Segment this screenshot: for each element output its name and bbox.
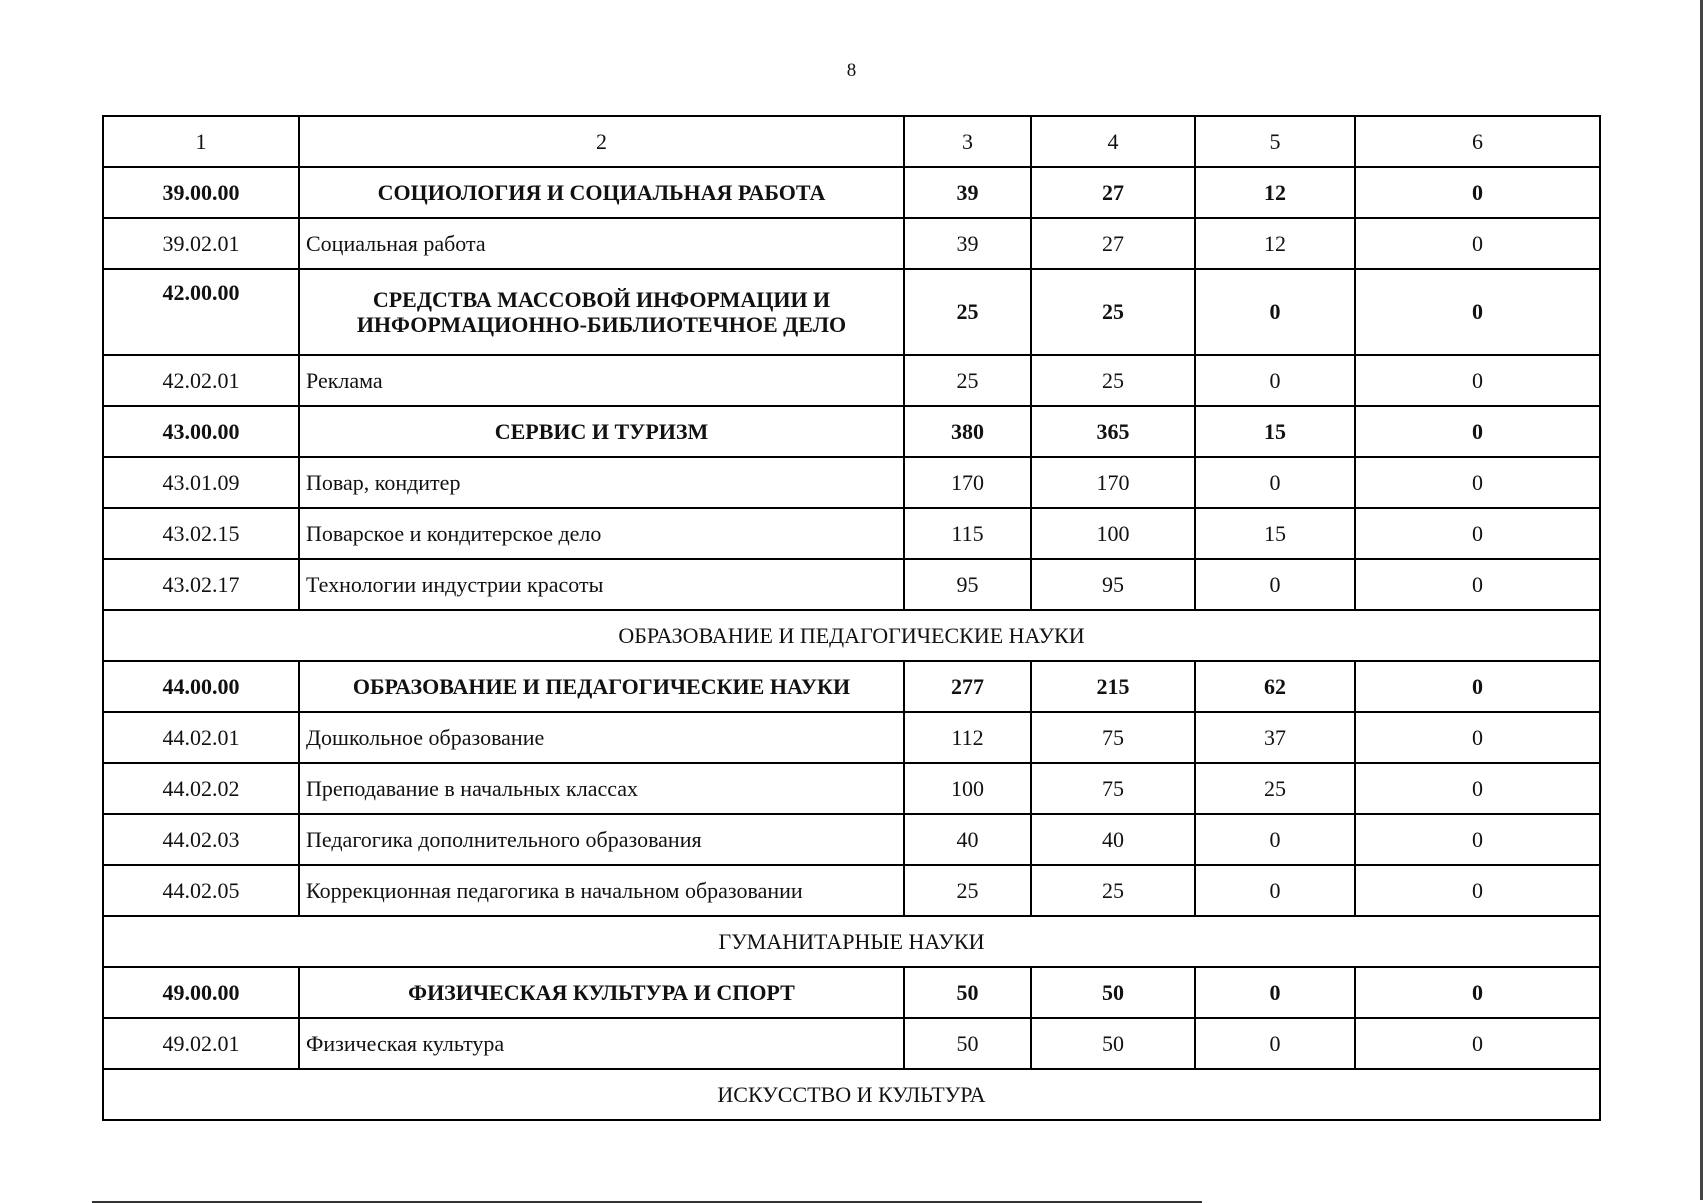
name-cell: Педагогика дополнительного образования — [299, 814, 904, 865]
name-cell: Реклама — [299, 355, 904, 406]
col3-cell: 50 — [904, 1018, 1031, 1069]
table-row — [103, 559, 1600, 610]
col3-cell: 95 — [904, 559, 1031, 610]
col4-cell: 95 — [1031, 559, 1195, 610]
group-row — [103, 967, 1600, 1018]
group-row — [103, 406, 1600, 457]
table-row — [103, 865, 1600, 916]
col6-cell: 0 — [1355, 508, 1600, 559]
code-cell: 49.02.01 — [103, 1018, 299, 1069]
col5-cell: 12 — [1195, 218, 1355, 269]
name-cell: ФИЗИЧЕСКАЯ КУЛЬТУРА И СПОРТ — [299, 967, 904, 1018]
col5-cell: 0 — [1195, 355, 1355, 406]
col4-cell: 25 — [1031, 865, 1195, 916]
col5-cell: 15 — [1195, 508, 1355, 559]
code-cell: 44.00.00 — [103, 661, 299, 712]
col5-cell: 12 — [1195, 167, 1355, 218]
col3-cell: 277 — [904, 661, 1031, 712]
column-number-row — [103, 116, 1600, 167]
col6-cell: 0 — [1355, 967, 1600, 1018]
col5-cell: 0 — [1195, 865, 1355, 916]
col6-cell: 0 — [1355, 814, 1600, 865]
code-cell: 44.02.01 — [103, 712, 299, 763]
name-cell: Поварское и кондитерское дело — [299, 508, 904, 559]
table-row — [103, 814, 1600, 865]
column-number-6: 6 — [1355, 116, 1600, 167]
col6-cell: 0 — [1355, 661, 1600, 712]
col5-cell: 0 — [1195, 457, 1355, 508]
col4-cell: 25 — [1031, 355, 1195, 406]
col6-cell: 0 — [1355, 712, 1600, 763]
col4-cell: 50 — [1031, 1018, 1195, 1069]
section-heading: ГУМАНИТАРНЫЕ НАУКИ — [103, 916, 1600, 967]
col3-cell: 40 — [904, 814, 1031, 865]
section-heading-row — [103, 610, 1600, 661]
col3-cell: 115 — [904, 508, 1031, 559]
col3-cell: 25 — [904, 865, 1031, 916]
column-number-4: 4 — [1031, 116, 1195, 167]
col4-cell: 170 — [1031, 457, 1195, 508]
group-row — [103, 167, 1600, 218]
col5-cell: 15 — [1195, 406, 1355, 457]
col6-cell: 0 — [1355, 269, 1600, 355]
name-cell: Физическая культура — [299, 1018, 904, 1069]
col6-cell: 0 — [1355, 218, 1600, 269]
col4-cell: 27 — [1031, 218, 1195, 269]
name-cell: ОБРАЗОВАНИЕ И ПЕДАГОГИЧЕСКИЕ НАУКИ — [299, 661, 904, 712]
name-cell: Дошкольное образование — [299, 712, 904, 763]
table-body — [103, 116, 1600, 1120]
code-cell: 39.02.01 — [103, 218, 299, 269]
code-cell: 42.02.01 — [103, 355, 299, 406]
name-cell: Коррекционная педагогика в начальном образовании — [299, 865, 904, 916]
col3-cell: 39 — [904, 167, 1031, 218]
col4-cell: 75 — [1031, 763, 1195, 814]
col6-cell: 0 — [1355, 406, 1600, 457]
group-row — [103, 661, 1600, 712]
name-cell: Повар, кондитер — [299, 457, 904, 508]
col6-cell: 0 — [1355, 167, 1600, 218]
col5-cell: 37 — [1195, 712, 1355, 763]
col4-cell: 215 — [1031, 661, 1195, 712]
col3-cell: 39 — [904, 218, 1031, 269]
section-heading: ОБРАЗОВАНИЕ И ПЕДАГОГИЧЕСКИЕ НАУКИ — [103, 610, 1600, 661]
table-row — [103, 508, 1600, 559]
name-cell: СОЦИОЛОГИЯ И СОЦИАЛЬНАЯ РАБОТА — [299, 167, 904, 218]
name-cell: Технологии индустрии красоты — [299, 559, 904, 610]
col6-cell: 0 — [1355, 559, 1600, 610]
col5-cell: 0 — [1195, 1018, 1355, 1069]
col5-cell: 25 — [1195, 763, 1355, 814]
name-cell: Социальная работа — [299, 218, 904, 269]
table-row — [103, 712, 1600, 763]
code-cell: 44.02.05 — [103, 865, 299, 916]
col5-cell: 0 — [1195, 814, 1355, 865]
page-number: 8 — [846, 60, 857, 81]
col4-cell: 100 — [1031, 508, 1195, 559]
col4-cell: 27 — [1031, 167, 1195, 218]
col6-cell: 0 — [1355, 457, 1600, 508]
col5-cell: 0 — [1195, 559, 1355, 610]
table-row — [103, 457, 1600, 508]
table-row — [103, 763, 1600, 814]
col6-cell: 0 — [1355, 865, 1600, 916]
name-cell: СРЕДСТВА МАССОВОЙ ИНФОРМАЦИИ И ИНФОРМАЦИОННО-БИБЛИОТЕЧНОЕ ДЕЛО — [299, 269, 904, 355]
col3-cell: 170 — [904, 457, 1031, 508]
code-cell: 43.02.15 — [103, 508, 299, 559]
col6-cell: 0 — [1355, 1018, 1600, 1069]
section-heading: ИСКУССТВО И КУЛЬТУРА — [103, 1069, 1600, 1120]
code-cell: 39.00.00 — [103, 167, 299, 218]
code-cell: 43.00.00 — [103, 406, 299, 457]
col4-cell: 40 — [1031, 814, 1195, 865]
name-cell: Преподавание в начальных классах — [299, 763, 904, 814]
section-heading-row — [103, 1069, 1600, 1120]
table-row — [103, 355, 1600, 406]
section-heading-row — [103, 916, 1600, 967]
col3-cell: 112 — [904, 712, 1031, 763]
col3-cell: 100 — [904, 763, 1031, 814]
column-number-3: 3 — [904, 116, 1031, 167]
col3-cell: 380 — [904, 406, 1031, 457]
col6-cell: 0 — [1355, 763, 1600, 814]
col4-cell: 75 — [1031, 712, 1195, 763]
col5-cell: 0 — [1195, 269, 1355, 355]
name-cell: СЕРВИС И ТУРИЗМ — [299, 406, 904, 457]
code-cell: 43.02.17 — [103, 559, 299, 610]
code-cell: 44.02.03 — [103, 814, 299, 865]
column-number-5: 5 — [1195, 116, 1355, 167]
col4-cell: 25 — [1031, 269, 1195, 355]
col5-cell: 62 — [1195, 661, 1355, 712]
col3-cell: 25 — [904, 269, 1031, 355]
code-cell: 43.01.09 — [103, 457, 299, 508]
col3-cell: 25 — [904, 355, 1031, 406]
code-cell: 49.00.00 — [103, 967, 299, 1018]
specialties-table — [102, 115, 1601, 1121]
col3-cell: 50 — [904, 967, 1031, 1018]
column-number-2: 2 — [299, 116, 904, 167]
col4-cell: 365 — [1031, 406, 1195, 457]
code-cell: 44.02.02 — [103, 763, 299, 814]
table-row — [103, 1018, 1600, 1069]
group-row — [103, 269, 1600, 355]
col5-cell: 0 — [1195, 967, 1355, 1018]
table-row — [103, 218, 1600, 269]
code-cell: 42.00.00 — [103, 269, 299, 355]
col4-cell: 50 — [1031, 967, 1195, 1018]
column-number-1: 1 — [103, 116, 299, 167]
col6-cell: 0 — [1355, 355, 1600, 406]
